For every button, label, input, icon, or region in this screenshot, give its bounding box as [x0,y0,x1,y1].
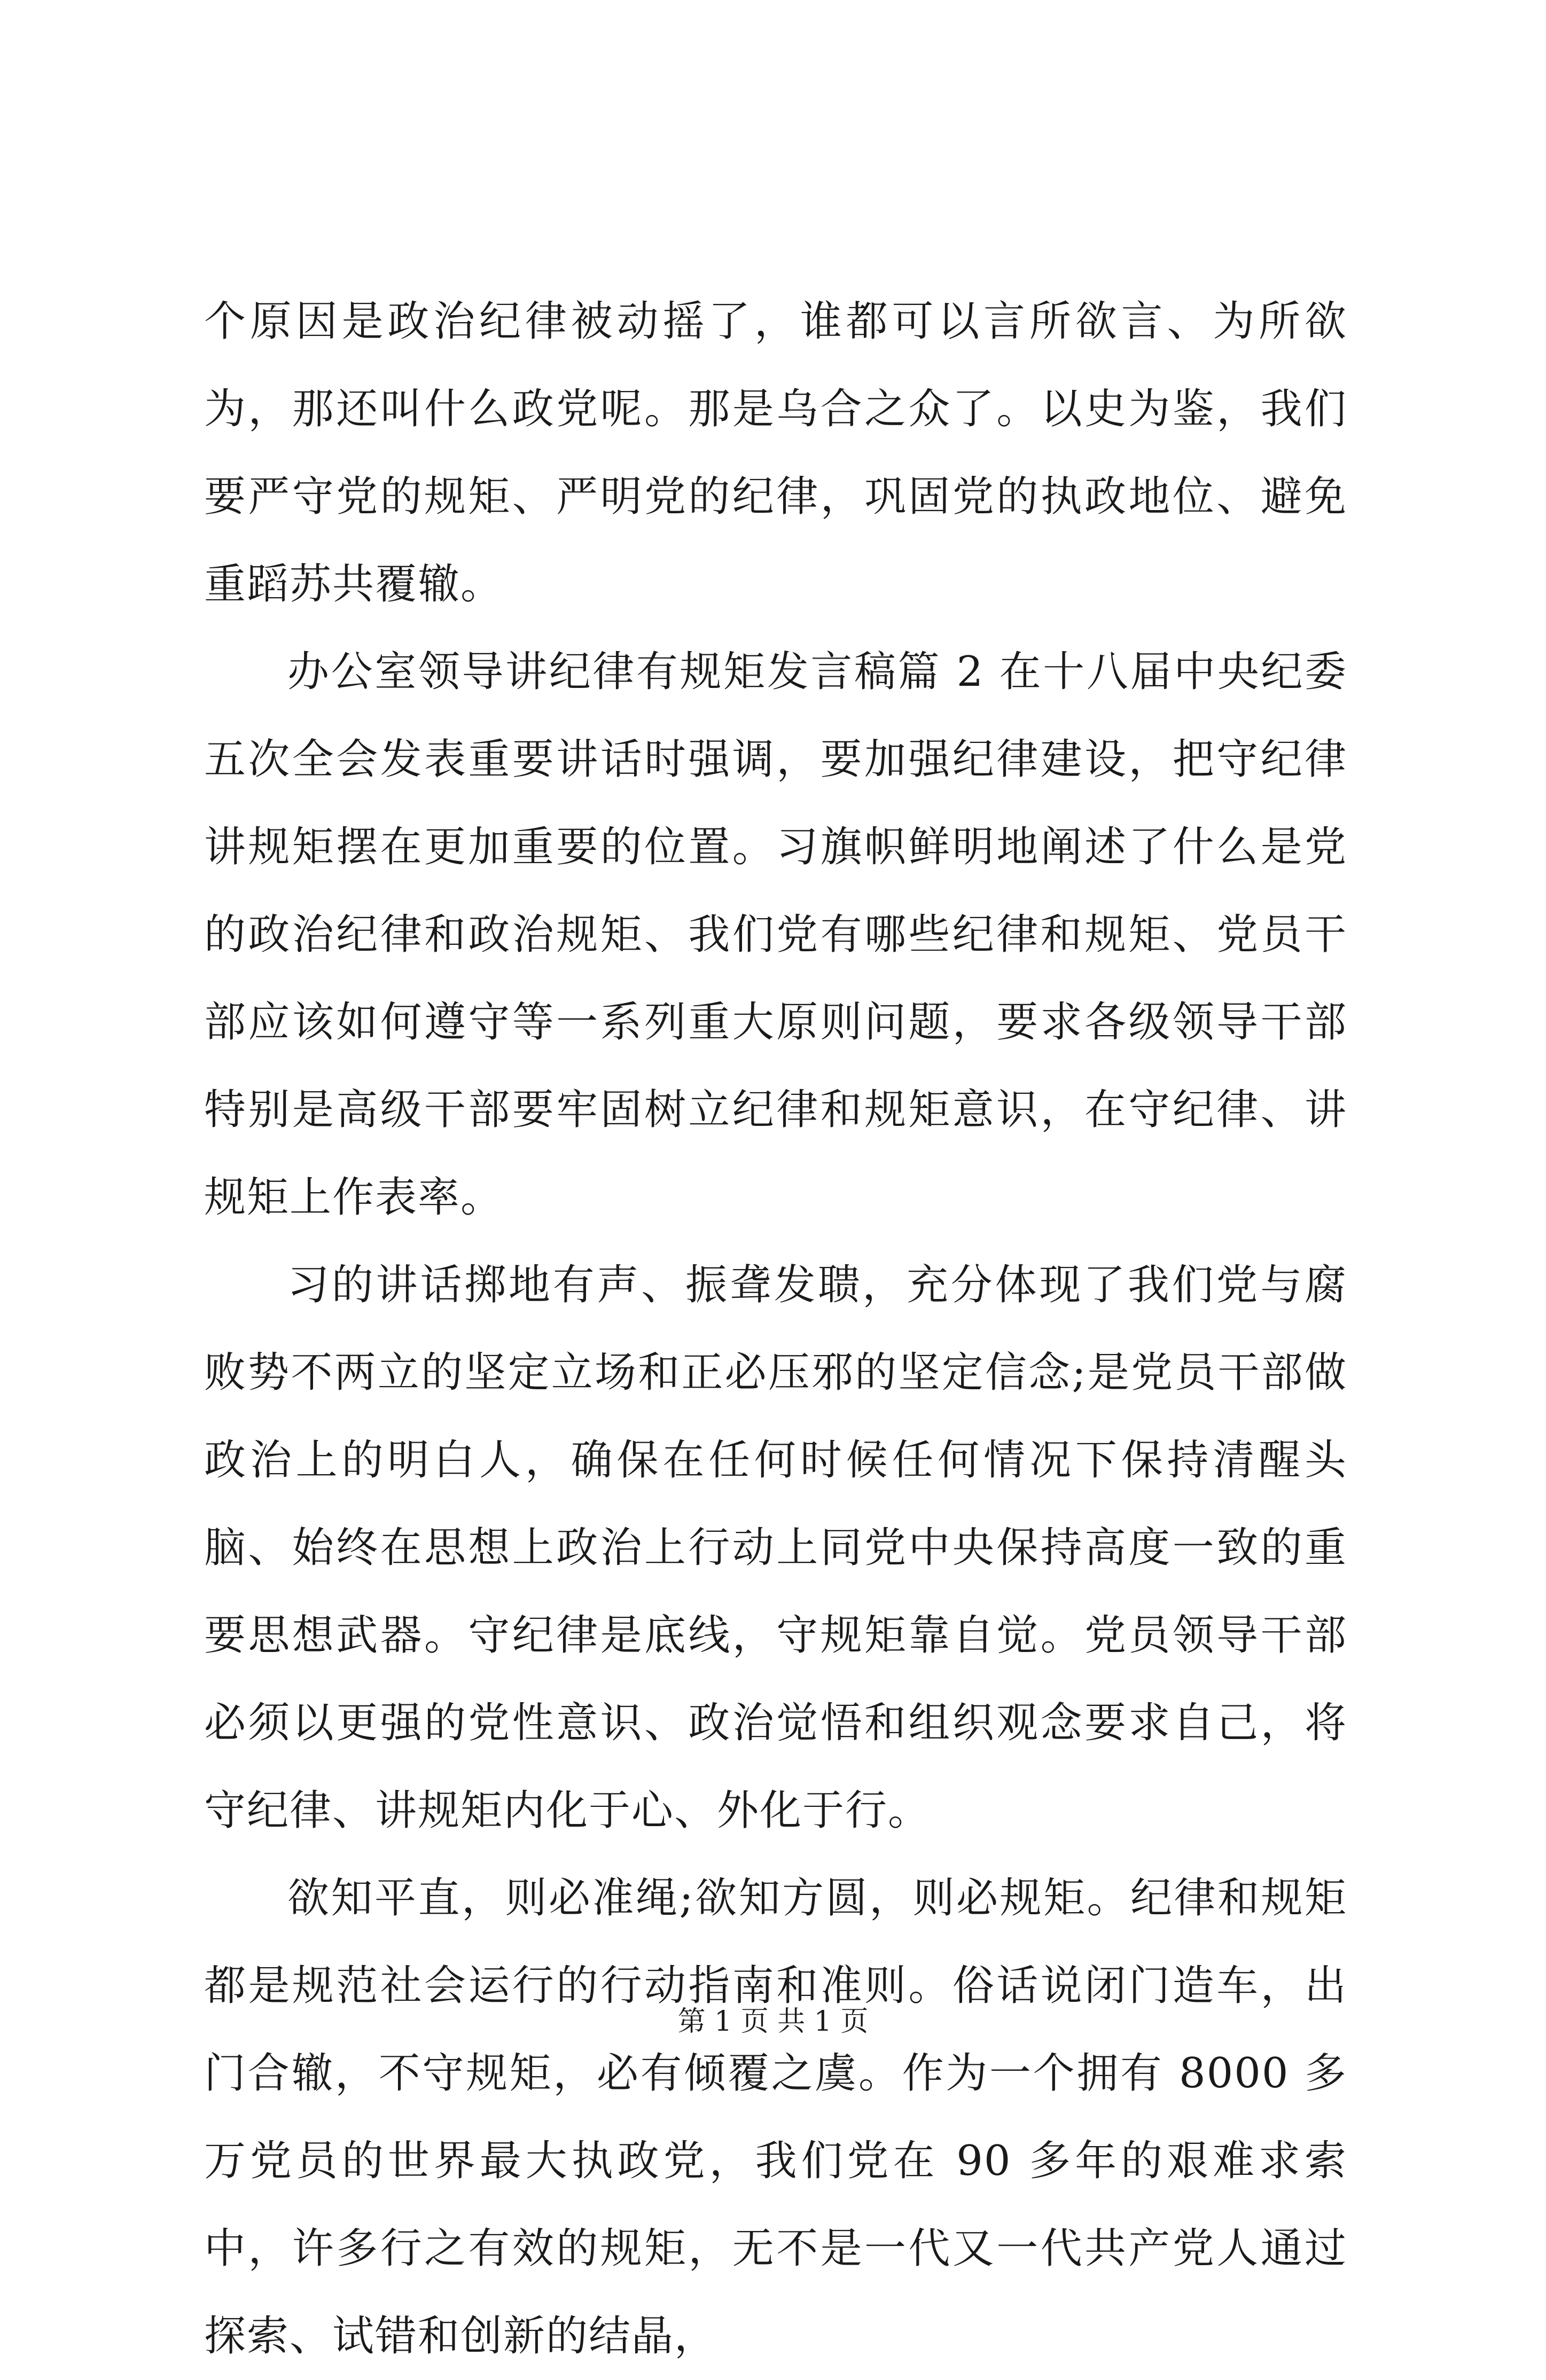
document-body [204,278,1347,2380]
paragraph-3: 习的讲话掷地有声、振聋发聩，充分体现了我们党与腐败势不两立的坚定立场和正必压邪的坚定信念;是党员干部做政治上的明白人，确保在任何时候任何情况下保持清醒头脑、始终在思想上政治上行动上同党中央保持高度一致的重要思想武器。守纪律是底线，守规矩靠自觉。党员领导干部必须以更强的党性意识、政治觉悟和组织观念要求自己，将守纪律、讲规矩内化于心、外化于行。 [204,1261,1347,1835]
page-footer [0,2003,1546,2040]
paragraph-1: 个原因是政治纪律被动摇了，谁都可以言所欲言、为所欲为，那还叫什么政党呢。那是乌合之众了。以史为鉴，我们要严守党的规矩、严明党的纪律，巩固党的执政地位、避免重蹈苏共覆辙。 [204,298,1347,608]
page-number-label: 第 1 页 共 1 页 [677,2006,869,2038]
paragraph-4: 欲知平直，则必准绳;欲知方圆，则必规矩。纪律和规矩都是规范社会运行的行动指南和准则。俗话说闭门造车，出门合辙，不守规矩，必有倾覆之虞。作为一个拥有 8000 多万党员的世界最大执政党，我们党在 90 多年的艰难求索中，许多行之有效的规矩，无不是一代又一代共产党人通过探索、试错和创新的结晶， [204,1874,1347,2360]
paragraph-2: 办公室领导讲纪律有规矩发言稿篇 2 在十八届中央纪委五次全会发表重要讲话时强调，要加强纪律建设，把守纪律讲规矩摆在更加重要的位置。习旗帜鲜明地阐述了什么是党的政治纪律和政治规矩、我们党有哪些纪律和规矩、党员干部应该如何遵守等一系列重大原则问题，要求各级领导干部特别是高级干部要牢固树立纪律和规矩意识，在守纪律、讲规矩上作表率。 [204,648,1347,1222]
